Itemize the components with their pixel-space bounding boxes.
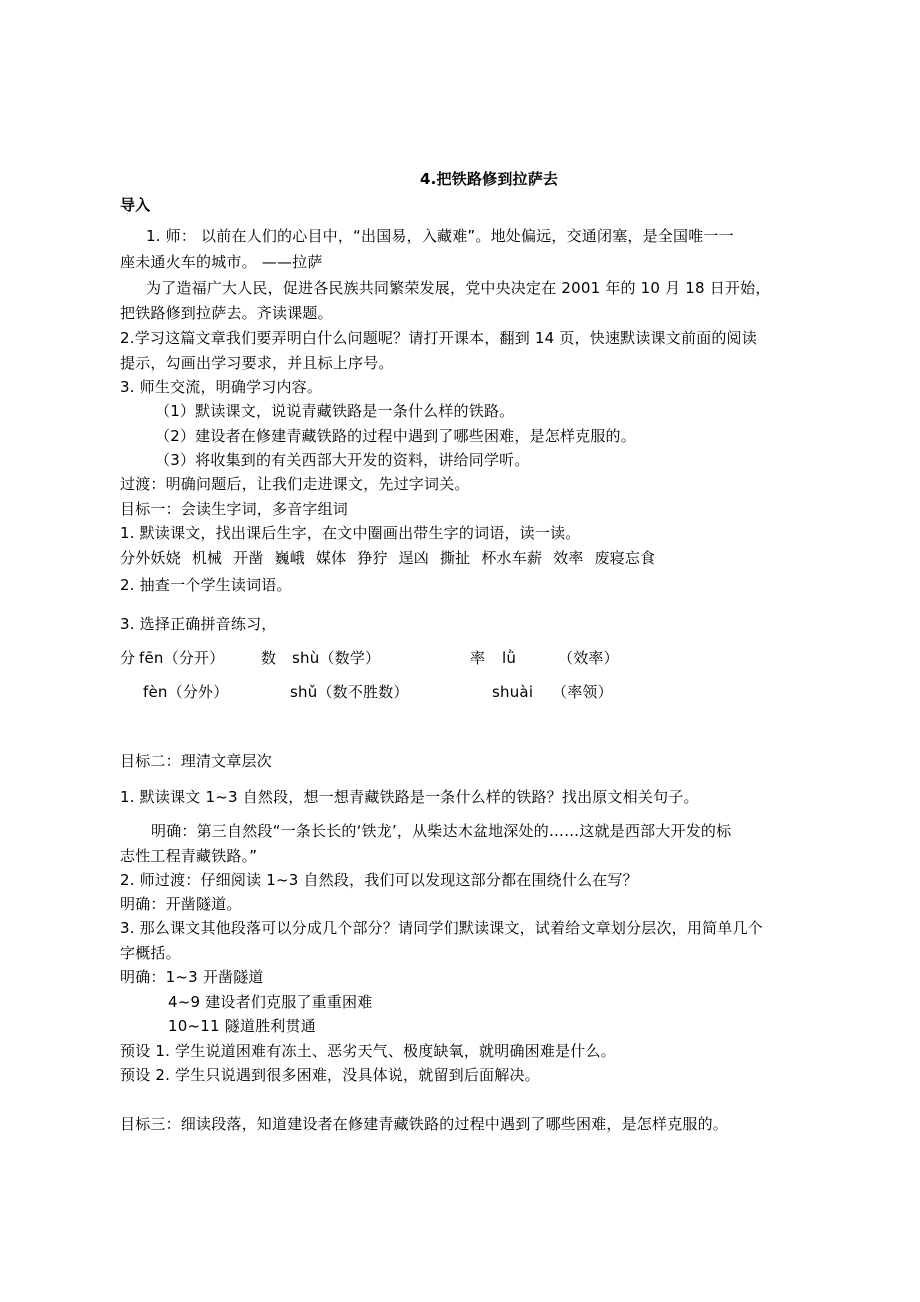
paragraph-line: 座未通火车的城市。 ——拉萨: [120, 253, 323, 271]
pinyin-char: 率: [470, 649, 486, 667]
lesson-title: 4.把铁路修到拉萨去: [420, 170, 559, 188]
pinyin-reading: fēn（分开）: [139, 649, 225, 667]
paragraph-line: 志性工程青藏铁路。”: [120, 847, 258, 865]
paragraph-line: 4~9 建设者们克服了重重困难: [168, 993, 373, 1011]
paragraph-line: 3. 师生交流，明确学习内容。: [120, 378, 323, 396]
paragraph-line: 3. 那么课文其他段落可以分成几个部分？请同学们默读课文，试着给文章划分层次，用简单几个: [120, 919, 763, 937]
paragraph-line: 为了造福广大人民，促进各民族共同繁荣发展，党中央决定在 2001 年的 10 月 18 日开始，: [146, 279, 771, 297]
paragraph-line: 明确：第三自然段“一条长长的‘铁龙’，从柴达木盆地深处的……这就是西部大开发的标: [151, 822, 732, 840]
task-item: （2）建设者在修建青藏铁路的过程中遇到了哪些困难，是怎样克服的。: [155, 427, 636, 445]
paragraph-line: 2. 抽查一个学生读词语。: [120, 576, 292, 594]
paragraph-line: 预设 2. 学生只说遇到很多困难，没具体说，就留到后面解决。: [120, 1066, 540, 1084]
pinyin-char: 分: [120, 649, 136, 667]
goal-heading: 目标一：会读生字词，多音字组词: [120, 500, 349, 518]
goal-heading: 目标三：细读段落，知道建设者在修建青藏铁路的过程中遇到了哪些困难，是怎样克服的。: [120, 1115, 729, 1133]
paragraph-line: 明确：开凿隧道。: [120, 895, 242, 913]
paragraph-line: 明确：1~3 开凿隧道: [120, 968, 264, 986]
paragraph-line: 2.学习这篇文章我们要弄明白什么问题呢？请打开课本，翻到 14 页，快速默读课文前面的阅读: [120, 329, 757, 347]
paragraph-line: 提示，勾画出学习要求，并且标上序号。: [120, 354, 394, 372]
pinyin-word: （率领）: [552, 683, 613, 701]
pinyin-reading: shuài: [492, 683, 534, 701]
pinyin-reading: shǔ（数不胜数）: [290, 683, 409, 701]
paragraph-line: 10~11 隧道胜利贯通: [168, 1017, 316, 1035]
pinyin-reading: fèn（分外）: [143, 683, 229, 701]
vocabulary-list: 分外妖娆 机械 开凿 巍峨 媒体 狰狞 逞凶 撕扯 杯水车薪 效率 废寝忘食: [120, 549, 656, 567]
paragraph-line: 把铁路修到拉萨去。齐读课题。: [120, 304, 333, 322]
paragraph-line: 1. 默读课文，找出课后生字，在文中圈画出带生字的词语，读一读。: [120, 524, 581, 542]
paragraph-line: 2. 师过渡：仔细阅读 1~3 自然段，我们可以发现这部分都在围绕什么在写？: [120, 871, 638, 889]
paragraph-line: 过渡：明确问题后，让我们走进课文，先过字词关。: [120, 475, 470, 493]
paragraph-line: 1. 师： 以前在人们的心目中，“出国易，入藏难”。地处偏远，交通闭塞，是全国唯一一: [146, 227, 734, 245]
task-item: （3）将收集到的有关西部大开发的资料，讲给同学听。: [155, 451, 530, 469]
section-heading-intro: 导入: [120, 196, 151, 214]
paragraph-line: 字概括。: [120, 944, 181, 962]
paragraph-line: 1. 默读课文 1~3 自然段，想一想青藏铁路是一条什么样的铁路？找出原文相关句子。: [120, 788, 699, 806]
pinyin-char: 数: [261, 649, 277, 667]
paragraph-line: 预设 1. 学生说道困难有冻土、恶劣天气、极度缺氧，就明确困难是什么。: [120, 1042, 616, 1060]
pinyin-reading: shù（数学）: [292, 649, 381, 667]
goal-heading: 目标二：理清文章层次: [120, 752, 273, 770]
pinyin-reading: lǜ: [502, 649, 517, 667]
task-item: （1）默读课文，说说青藏铁路是一条什么样的铁路。: [155, 402, 515, 420]
pinyin-word: （效率）: [558, 649, 619, 667]
paragraph-line: 3. 选择正确拼音练习，: [120, 615, 277, 633]
